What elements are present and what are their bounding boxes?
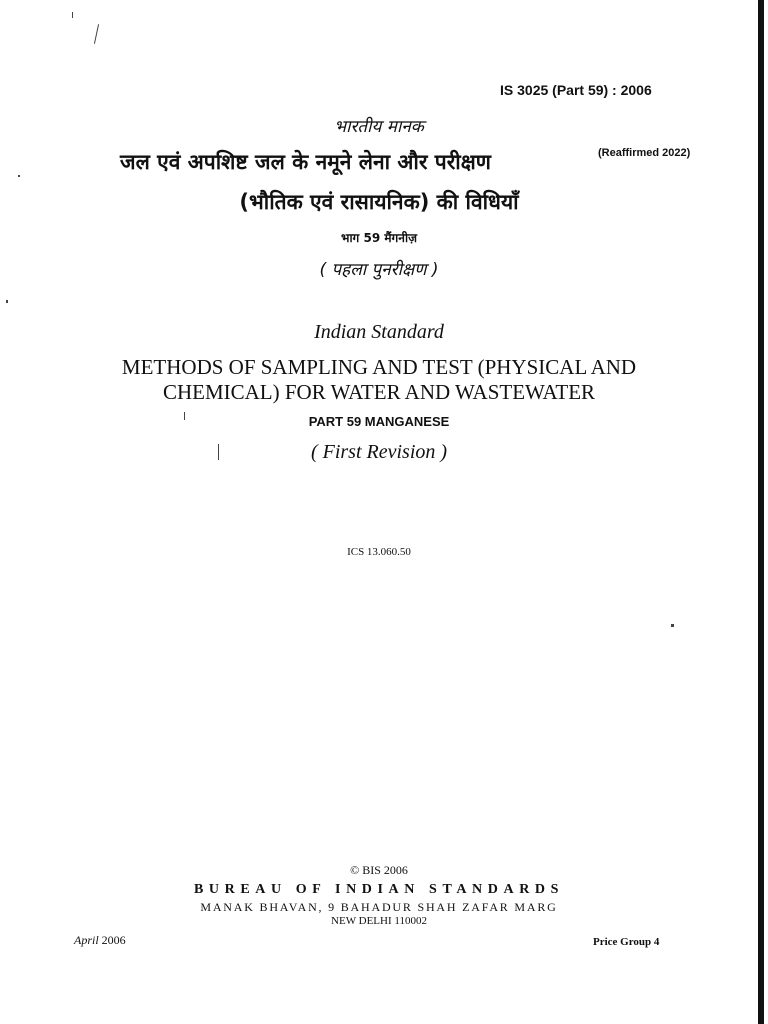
hindi-revision: ( पहला पुनरीक्षण ) — [319, 260, 439, 280]
copyright: © BIS 2006 — [350, 863, 408, 877]
standard-number: IS 3025 (Part 59) : 2006 — [500, 82, 652, 98]
hindi-title-line2: (भौतिक एवं रासायनिक) की विधियाँ — [239, 190, 519, 214]
publisher-address-line1: MANAK BHAVAN, 9 BAHADUR SHAH ZAFAR MARG — [200, 900, 558, 914]
hindi-part: भाग 59 मैंगनीज़ — [341, 231, 417, 245]
reaffirmed-note: (Reaffirmed 2022) — [598, 147, 691, 159]
english-title-line2: CHEMICAL) FOR WATER AND WASTEWATER — [162, 380, 596, 404]
ics-code: ICS 13.060.50 — [347, 546, 411, 558]
publication-year: 2006 — [101, 933, 126, 947]
scan-speck — [671, 624, 674, 627]
price-group: Price Group 4 — [593, 936, 660, 948]
english-title-line1: METHODS OF SAMPLING AND TEST (PHYSICAL AND — [121, 355, 637, 379]
publisher-address-line2: NEW DELHI 110002 — [331, 915, 427, 927]
publisher-name: BUREAU OF INDIAN STANDARDS — [193, 882, 564, 897]
publication-date — [74, 933, 126, 948]
scan-speck — [72, 12, 73, 18]
scan-speck — [6, 300, 8, 303]
scan-speck — [18, 175, 20, 177]
hindi-kicker: भारतीय मानक — [334, 117, 424, 137]
english-kicker: Indian Standard — [314, 321, 444, 343]
scan-speck — [94, 24, 99, 44]
english-part: PART 59 MANGANESE — [308, 414, 450, 429]
english-revision: ( First Revision ) — [310, 441, 448, 463]
scan-edge — [758, 0, 764, 1024]
hindi-title-line1: जल एवं अपशिष्ट जल के नमूने लेना और परीक्षण — [120, 150, 491, 174]
publication-month: April — [74, 933, 99, 947]
